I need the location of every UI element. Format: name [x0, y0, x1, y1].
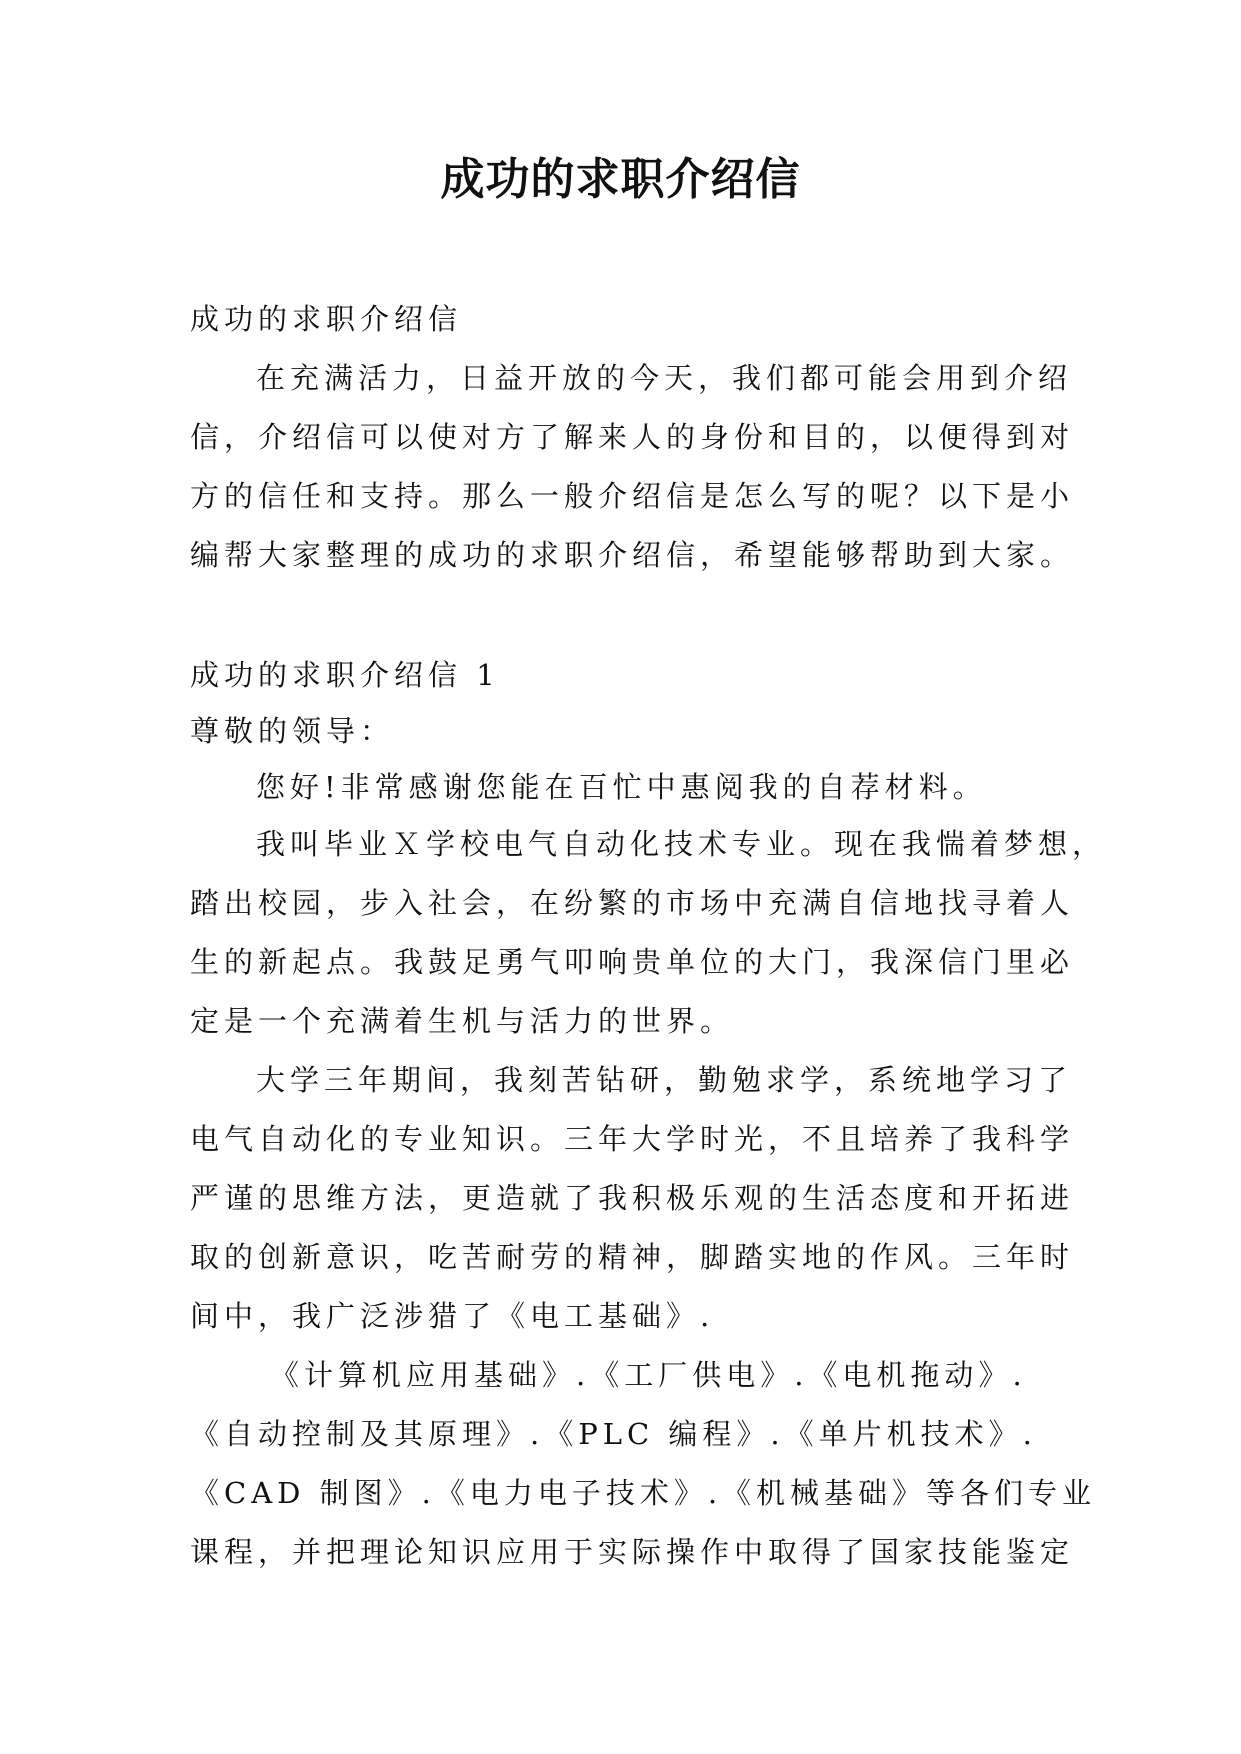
paragraph-line: 我叫毕业Ｘ学校电气自动化技术专业。现在我惴着梦想，	[256, 827, 1107, 861]
paragraph-spacer	[190, 585, 1050, 647]
document-body	[190, 290, 1107, 1582]
paragraph-line: 电气自动化的专业知识。三年大学时光，不且培养了我科学	[190, 1122, 1075, 1156]
intro-line: 信，介绍信可以使对方了解来人的身份和目的，以便得到对	[190, 420, 1075, 454]
intro-paragraph	[190, 349, 1075, 585]
paragraph-line: 生的新起点。我鼓足勇气叩响贵单位的大门，我深信门里必	[190, 945, 1075, 979]
paragraph-line: 课程，并把理论知识应用于实际操作中取得了国家技能鉴定	[190, 1535, 1075, 1569]
letter-paragraph-1	[190, 815, 1107, 1051]
section-heading: 成功的求职介绍信 1	[190, 658, 500, 692]
paragraph-line: 踏出校园，步入社会，在纷繁的市场中充满自信地找寻着人	[190, 886, 1075, 920]
intro-line: 编帮大家整理的成功的求职介绍信，希望能够帮助到大家。	[190, 538, 1075, 572]
paragraph-line: 严谨的思维方法，更造就了我积极乐观的生活态度和开拓进	[190, 1181, 1075, 1215]
intro-line: 方的信任和支持。那么一般介绍信是怎么写的呢？以下是小	[190, 479, 1075, 513]
paragraph-line: 《CAD 制图》.《电力电子技术》.《机械基础》等各们专业	[190, 1476, 1097, 1510]
paragraph-line: 定是一个充满着生机与活力的世界。	[190, 1004, 735, 1038]
paragraph-line: 《计算机应用基础》.《工厂供电》.《电机拖动》.	[270, 1358, 1027, 1392]
intro-line: 在充满活力，日益开放的今天，我们都可能会用到介绍	[256, 361, 1073, 395]
letter-paragraph-2	[190, 1051, 1075, 1346]
paragraph-line: 取的创新意识，吃苦耐劳的精神，脚踏实地的作风。三年时	[190, 1240, 1075, 1274]
salutation: 尊敬的领导：	[190, 714, 395, 748]
letter-paragraph-3	[190, 1346, 1097, 1582]
paragraph-line: 间中，我广泛涉猎了《电工基础》.	[190, 1299, 715, 1333]
document-subtitle: 成功的求职介绍信	[190, 302, 463, 336]
document-title: 成功的求职介绍信	[440, 154, 801, 205]
greeting: 您好!非常感谢您能在百忙中惠阅我的自荐材料。	[256, 770, 987, 804]
paragraph-line: 《自动控制及其原理》.《PLC 编程》.《单片机技术》.	[190, 1417, 1037, 1451]
paragraph-line: 大学三年期间，我刻苦钻研，勤勉求学，系统地学习了	[256, 1063, 1073, 1097]
